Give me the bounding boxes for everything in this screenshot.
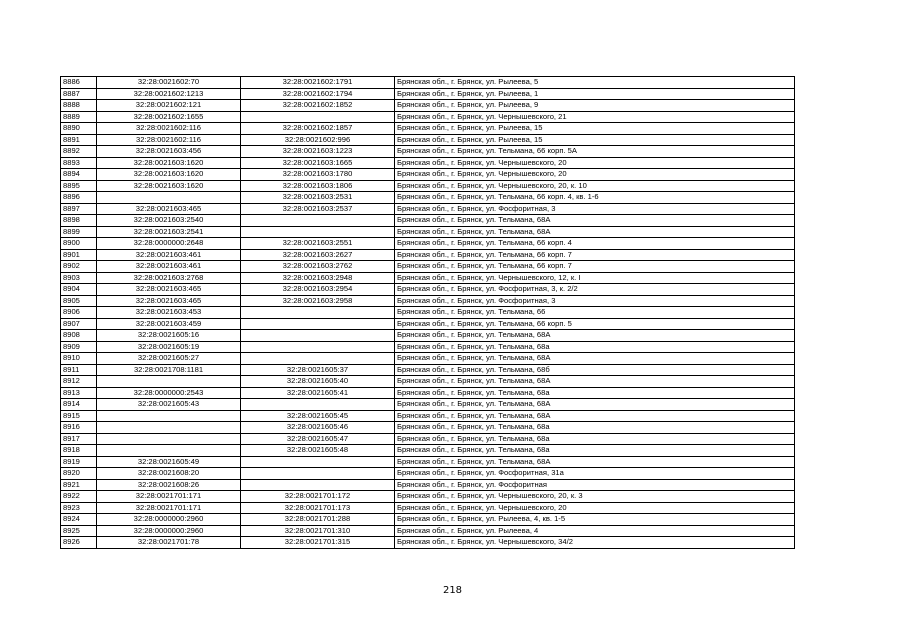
table-row bbox=[61, 226, 795, 238]
land-cadastral-number-cell: 32:28:0021603:465 bbox=[97, 203, 241, 215]
table-row bbox=[61, 272, 795, 284]
building-cadastral-number-cell: 32:28:0021603:2948 bbox=[241, 272, 395, 284]
land-cadastral-number-cell: 32:28:0021605:27 bbox=[97, 353, 241, 365]
row-number-cell: 8923 bbox=[61, 502, 97, 514]
address-cell: Брянская обл., г. Брянск, ул. Чернышевского, 20, к. 3 bbox=[395, 491, 795, 503]
table-row bbox=[61, 376, 795, 388]
table-row bbox=[61, 491, 795, 503]
address-cell: Брянская обл., г. Брянск, ул. Тельмана, 68А bbox=[395, 456, 795, 468]
building-cadastral-number-cell: 32:28:0021603:2531 bbox=[241, 192, 395, 204]
row-number-cell: 8894 bbox=[61, 169, 97, 181]
land-cadastral-number-cell: 32:28:0021602:70 bbox=[97, 77, 241, 89]
land-cadastral-number-cell: 32:28:0000000:2543 bbox=[97, 387, 241, 399]
address-cell: Брянская обл., г. Брянск, ул. Тельмана, 68а bbox=[395, 445, 795, 457]
land-cadastral-number-cell: 32:28:0021701:171 bbox=[97, 491, 241, 503]
table-row bbox=[61, 410, 795, 422]
address-cell: Брянская обл., г. Брянск, ул. Рылеева, 5 bbox=[395, 77, 795, 89]
building-cadastral-number-cell: 32:28:0021603:1806 bbox=[241, 180, 395, 192]
address-cell: Брянская обл., г. Брянск, ул. Тельмана, 68А bbox=[395, 226, 795, 238]
land-cadastral-number-cell: 32:28:0021603:465 bbox=[97, 284, 241, 296]
address-cell: Брянская обл., г. Брянск, ул. Чернышевского, 20, к. 10 bbox=[395, 180, 795, 192]
row-number-cell: 8888 bbox=[61, 100, 97, 112]
land-cadastral-number-cell bbox=[97, 192, 241, 204]
address-cell: Брянская обл., г. Брянск, ул. Тельмана, 68а bbox=[395, 422, 795, 434]
table-row bbox=[61, 134, 795, 146]
row-number-cell: 8889 bbox=[61, 111, 97, 123]
table-row bbox=[61, 433, 795, 445]
table-row bbox=[61, 468, 795, 480]
land-cadastral-number-cell bbox=[97, 410, 241, 422]
table-row bbox=[61, 364, 795, 376]
table-row bbox=[61, 525, 795, 537]
address-cell: Брянская обл., г. Брянск, ул. Тельмана, 66 bbox=[395, 307, 795, 319]
row-number-cell: 8897 bbox=[61, 203, 97, 215]
row-number-cell: 8926 bbox=[61, 537, 97, 549]
row-number-cell: 8887 bbox=[61, 88, 97, 100]
row-number-cell: 8886 bbox=[61, 77, 97, 89]
address-cell: Брянская обл., г. Брянск, ул. Чернышевского, 12, к. I bbox=[395, 272, 795, 284]
building-cadastral-number-cell: 32:28:0021701:315 bbox=[241, 537, 395, 549]
land-cadastral-number-cell: 32:28:0021708:1181 bbox=[97, 364, 241, 376]
table-row bbox=[61, 456, 795, 468]
table-row bbox=[61, 445, 795, 457]
building-cadastral-number-cell: 32:28:0021603:2537 bbox=[241, 203, 395, 215]
land-cadastral-number-cell: 32:28:0021605:19 bbox=[97, 341, 241, 353]
row-number-cell: 8916 bbox=[61, 422, 97, 434]
row-number-cell: 8921 bbox=[61, 479, 97, 491]
building-cadastral-number-cell bbox=[241, 215, 395, 227]
row-number-cell: 8924 bbox=[61, 514, 97, 526]
land-cadastral-number-cell: 32:28:0021608:26 bbox=[97, 479, 241, 491]
table-row bbox=[61, 192, 795, 204]
land-cadastral-number-cell: 32:28:0021603:1620 bbox=[97, 157, 241, 169]
address-cell: Брянская обл., г. Брянск, ул. Тельмана, 66 корп. 7 bbox=[395, 249, 795, 261]
row-number-cell: 8901 bbox=[61, 249, 97, 261]
row-number-cell: 8910 bbox=[61, 353, 97, 365]
row-number-cell: 8899 bbox=[61, 226, 97, 238]
land-cadastral-number-cell: 32:28:0021603:2768 bbox=[97, 272, 241, 284]
row-number-cell: 8919 bbox=[61, 456, 97, 468]
table-row bbox=[61, 537, 795, 549]
address-cell: Брянская обл., г. Брянск, ул. Рылеева, 4, кв. 1-5 bbox=[395, 514, 795, 526]
table-row bbox=[61, 341, 795, 353]
land-cadastral-number-cell: 32:28:0000000:2960 bbox=[97, 525, 241, 537]
address-cell: Брянская обл., г. Брянск, ул. Тельмана, 68А bbox=[395, 399, 795, 411]
address-cell: Брянская обл., г. Брянск, ул. Чернышевского, 20 bbox=[395, 157, 795, 169]
land-cadastral-number-cell: 32:28:0021605:43 bbox=[97, 399, 241, 411]
table-row bbox=[61, 479, 795, 491]
land-cadastral-number-cell: 32:28:0021603:453 bbox=[97, 307, 241, 319]
address-cell: Брянская обл., г. Брянск, ул. Тельмана, 66 корп. 7 bbox=[395, 261, 795, 273]
building-cadastral-number-cell: 32:28:0021602:1857 bbox=[241, 123, 395, 135]
building-cadastral-number-cell: 32:28:0021603:1223 bbox=[241, 146, 395, 158]
address-cell: Брянская обл., г. Брянск, ул. Фосфоритная, 31а bbox=[395, 468, 795, 480]
row-number-cell: 8914 bbox=[61, 399, 97, 411]
row-number-cell: 8890 bbox=[61, 123, 97, 135]
address-cell: Брянская обл., г. Брянск, ул. Фосфоритная bbox=[395, 479, 795, 491]
table-row bbox=[61, 295, 795, 307]
address-cell: Брянская обл., г. Брянск, ул. Тельмана, 68б bbox=[395, 364, 795, 376]
building-cadastral-number-cell: 32:28:0021602:1852 bbox=[241, 100, 395, 112]
land-cadastral-number-cell: 32:28:0021603:1620 bbox=[97, 169, 241, 181]
building-cadastral-number-cell: 32:28:0021602:996 bbox=[241, 134, 395, 146]
land-cadastral-number-cell: 32:28:0000000:2648 bbox=[97, 238, 241, 250]
row-number-cell: 8891 bbox=[61, 134, 97, 146]
table-row bbox=[61, 318, 795, 330]
table-row bbox=[61, 514, 795, 526]
land-cadastral-number-cell: 32:28:0021602:121 bbox=[97, 100, 241, 112]
land-cadastral-number-cell: 32:28:0021603:465 bbox=[97, 295, 241, 307]
address-cell: Брянская обл., г. Брянск, ул. Тельмана, 66 корп. 4, кв. 1-6 bbox=[395, 192, 795, 204]
building-cadastral-number-cell: 32:28:0021602:1791 bbox=[241, 77, 395, 89]
building-cadastral-number-cell: 32:28:0021603:2627 bbox=[241, 249, 395, 261]
address-cell: Брянская обл., г. Брянск, ул. Рылеева, 4 bbox=[395, 525, 795, 537]
row-number-cell: 8900 bbox=[61, 238, 97, 250]
building-cadastral-number-cell: 32:28:0021603:2954 bbox=[241, 284, 395, 296]
row-number-cell: 8913 bbox=[61, 387, 97, 399]
row-number-cell: 8909 bbox=[61, 341, 97, 353]
land-cadastral-number-cell: 32:28:0021603:461 bbox=[97, 249, 241, 261]
land-cadastral-number-cell: 32:28:0021602:1655 bbox=[97, 111, 241, 123]
building-cadastral-number-cell bbox=[241, 330, 395, 342]
building-cadastral-number-cell: 32:28:0021603:2958 bbox=[241, 295, 395, 307]
building-cadastral-number-cell bbox=[241, 341, 395, 353]
address-cell: Брянская обл., г. Брянск, ул. Тельмана, 68а bbox=[395, 387, 795, 399]
building-cadastral-number-cell: 32:28:0021605:48 bbox=[241, 445, 395, 457]
building-cadastral-number-cell: 32:28:0021701:288 bbox=[241, 514, 395, 526]
building-cadastral-number-cell: 32:28:0021602:1794 bbox=[241, 88, 395, 100]
table-row bbox=[61, 88, 795, 100]
table-row bbox=[61, 284, 795, 296]
building-cadastral-number-cell: 32:28:0021605:37 bbox=[241, 364, 395, 376]
table-row bbox=[61, 399, 795, 411]
table-row bbox=[61, 215, 795, 227]
address-cell: Брянская обл., г. Брянск, ул. Чернышевского, 20 bbox=[395, 169, 795, 181]
land-cadastral-number-cell: 32:28:0021605:49 bbox=[97, 456, 241, 468]
row-number-cell: 8917 bbox=[61, 433, 97, 445]
table-row bbox=[61, 238, 795, 250]
table-row bbox=[61, 146, 795, 158]
table-row bbox=[61, 502, 795, 514]
row-number-cell: 8911 bbox=[61, 364, 97, 376]
table-row bbox=[61, 100, 795, 112]
land-cadastral-number-cell: 32:28:0021603:456 bbox=[97, 146, 241, 158]
building-cadastral-number-cell bbox=[241, 468, 395, 480]
address-cell: Брянская обл., г. Брянск, ул. Фосфоритная, 3 bbox=[395, 203, 795, 215]
building-cadastral-number-cell: 32:28:0021605:45 bbox=[241, 410, 395, 422]
table-row bbox=[61, 77, 795, 89]
building-cadastral-number-cell bbox=[241, 479, 395, 491]
table-row bbox=[61, 203, 795, 215]
row-number-cell: 8902 bbox=[61, 261, 97, 273]
row-number-cell: 8893 bbox=[61, 157, 97, 169]
row-number-cell: 8903 bbox=[61, 272, 97, 284]
land-cadastral-number-cell bbox=[97, 422, 241, 434]
row-number-cell: 8895 bbox=[61, 180, 97, 192]
row-number-cell: 8904 bbox=[61, 284, 97, 296]
table-row bbox=[61, 387, 795, 399]
table-row bbox=[61, 261, 795, 273]
building-cadastral-number-cell: 32:28:0021701:172 bbox=[241, 491, 395, 503]
address-cell: Брянская обл., г. Брянск, ул. Чернышевского, 21 bbox=[395, 111, 795, 123]
table-row bbox=[61, 353, 795, 365]
land-cadastral-number-cell: 32:28:0021701:78 bbox=[97, 537, 241, 549]
land-cadastral-number-cell bbox=[97, 445, 241, 457]
land-cadastral-number-cell: 32:28:0021603:1620 bbox=[97, 180, 241, 192]
cadastral-table bbox=[60, 76, 795, 549]
building-cadastral-number-cell: 32:28:0021603:2762 bbox=[241, 261, 395, 273]
address-cell: Брянская обл., г. Брянск, ул. Рылеева, 15 bbox=[395, 123, 795, 135]
building-cadastral-number-cell bbox=[241, 307, 395, 319]
land-cadastral-number-cell: 32:28:0021605:16 bbox=[97, 330, 241, 342]
building-cadastral-number-cell: 32:28:0021605:46 bbox=[241, 422, 395, 434]
building-cadastral-number-cell: 32:28:0021603:2551 bbox=[241, 238, 395, 250]
address-cell: Брянская обл., г. Брянск, ул. Фосфоритная, 3 bbox=[395, 295, 795, 307]
land-cadastral-number-cell: 32:28:0021603:459 bbox=[97, 318, 241, 330]
address-cell: Брянская обл., г. Брянск, ул. Рылеева, 9 bbox=[395, 100, 795, 112]
land-cadastral-number-cell: 32:28:0021603:2540 bbox=[97, 215, 241, 227]
row-number-cell: 8907 bbox=[61, 318, 97, 330]
address-cell: Брянская обл., г. Брянск, ул. Тельмана, 68А bbox=[395, 410, 795, 422]
table-row bbox=[61, 169, 795, 181]
land-cadastral-number-cell: 32:28:0021608:20 bbox=[97, 468, 241, 480]
table-row bbox=[61, 330, 795, 342]
row-number-cell: 8920 bbox=[61, 468, 97, 480]
building-cadastral-number-cell: 32:28:0021701:310 bbox=[241, 525, 395, 537]
land-cadastral-number-cell: 32:28:0021602:116 bbox=[97, 123, 241, 135]
row-number-cell: 8922 bbox=[61, 491, 97, 503]
building-cadastral-number-cell: 32:28:0021603:1665 bbox=[241, 157, 395, 169]
land-cadastral-number-cell: 32:28:0021602:116 bbox=[97, 134, 241, 146]
table-row bbox=[61, 180, 795, 192]
building-cadastral-number-cell bbox=[241, 111, 395, 123]
building-cadastral-number-cell: 32:28:0021603:1780 bbox=[241, 169, 395, 181]
building-cadastral-number-cell bbox=[241, 318, 395, 330]
address-cell: Брянская обл., г. Брянск, ул. Тельмана, 66 корп. 4 bbox=[395, 238, 795, 250]
row-number-cell: 8925 bbox=[61, 525, 97, 537]
address-cell: Брянская обл., г. Брянск, ул. Тельмана, 66 корп. 5 bbox=[395, 318, 795, 330]
table-row bbox=[61, 422, 795, 434]
address-cell: Брянская обл., г. Брянск, ул. Рылеева, 15 bbox=[395, 134, 795, 146]
address-cell: Брянская обл., г. Брянск, ул. Тельмана, 68А bbox=[395, 215, 795, 227]
building-cadastral-number-cell: 32:28:0021701:173 bbox=[241, 502, 395, 514]
row-number-cell: 8898 bbox=[61, 215, 97, 227]
row-number-cell: 8906 bbox=[61, 307, 97, 319]
land-cadastral-number-cell: 32:28:0021602:1213 bbox=[97, 88, 241, 100]
row-number-cell: 8915 bbox=[61, 410, 97, 422]
row-number-cell: 8892 bbox=[61, 146, 97, 158]
table-row bbox=[61, 249, 795, 261]
row-number-cell: 8912 bbox=[61, 376, 97, 388]
row-number-cell: 8918 bbox=[61, 445, 97, 457]
building-cadastral-number-cell bbox=[241, 399, 395, 411]
address-cell: Брянская обл., г. Брянск, ул. Тельмана, 68А bbox=[395, 330, 795, 342]
address-cell: Брянская обл., г. Брянск, ул. Тельмана, 66 корп. 5А bbox=[395, 146, 795, 158]
land-cadastral-number-cell: 32:28:0000000:2960 bbox=[97, 514, 241, 526]
address-cell: Брянская обл., г. Брянск, ул. Тельмана, 68а bbox=[395, 341, 795, 353]
building-cadastral-number-cell: 32:28:0021605:47 bbox=[241, 433, 395, 445]
table-row bbox=[61, 157, 795, 169]
page-number: 218 bbox=[442, 585, 463, 596]
building-cadastral-number-cell bbox=[241, 353, 395, 365]
address-cell: Брянская обл., г. Брянск, ул. Чернышевского, 34/2 bbox=[395, 537, 795, 549]
building-cadastral-number-cell bbox=[241, 226, 395, 238]
land-cadastral-number-cell bbox=[97, 376, 241, 388]
address-cell: Брянская обл., г. Брянск, ул. Тельмана, 68а bbox=[395, 433, 795, 445]
address-cell: Брянская обл., г. Брянск, ул. Тельмана, 68А bbox=[395, 376, 795, 388]
building-cadastral-number-cell: 32:28:0021605:41 bbox=[241, 387, 395, 399]
address-cell: Брянская обл., г. Брянск, ул. Чернышевского, 20 bbox=[395, 502, 795, 514]
row-number-cell: 8905 bbox=[61, 295, 97, 307]
address-cell: Брянская обл., г. Брянск, ул. Фосфоритная, 3, к. 2/2 bbox=[395, 284, 795, 296]
address-cell: Брянская обл., г. Брянск, ул. Тельмана, 68А bbox=[395, 353, 795, 365]
row-number-cell: 8896 bbox=[61, 192, 97, 204]
row-number-cell: 8908 bbox=[61, 330, 97, 342]
address-cell: Брянская обл., г. Брянск, ул. Рылеева, 1 bbox=[395, 88, 795, 100]
land-cadastral-number-cell: 32:28:0021603:461 bbox=[97, 261, 241, 273]
building-cadastral-number-cell bbox=[241, 456, 395, 468]
land-cadastral-number-cell: 32:28:0021701:171 bbox=[97, 502, 241, 514]
table-row bbox=[61, 123, 795, 135]
land-cadastral-number-cell bbox=[97, 433, 241, 445]
table-row bbox=[61, 111, 795, 123]
land-cadastral-number-cell: 32:28:0021603:2541 bbox=[97, 226, 241, 238]
table-row bbox=[61, 307, 795, 319]
table-body bbox=[61, 77, 795, 549]
building-cadastral-number-cell: 32:28:0021605:40 bbox=[241, 376, 395, 388]
